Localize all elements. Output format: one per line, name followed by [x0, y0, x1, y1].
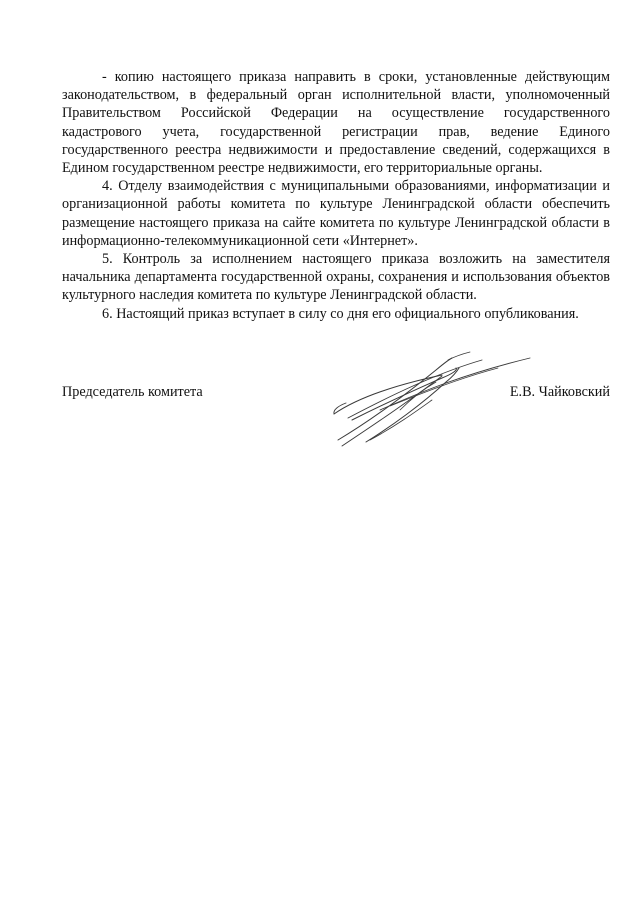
document-body	[62, 68, 610, 323]
paragraph-copy-order: - копию настоящего приказа направить в сроки, установленные действующим законодательством, в федеральный орган исполнительной власти, уполномоченный Правительством Российской Федерации на осуществление государственного кадастрового учета, государственной регистрации прав, ведение Единого государственного реестра недвижимости и предоставление сведений, содержащихся в Едином государственном реестре недвижимости, его территориальные органы.	[62, 69, 610, 177]
signature-block	[62, 383, 610, 403]
paragraph-item-5: 5. Контроль за исполнением настоящего приказа возложить на заместителя начальника департамента государственной охраны, сохранения и использования объектов культурного наследия комитета по культуре Ленинградской области.	[62, 251, 610, 304]
paragraph-item-6: 6. Настоящий приказ вступает в силу со дня его официального опубликования.	[102, 305, 579, 322]
signatory-name: Е.В. Чайковский	[509, 384, 610, 400]
signatory-position: Председатель комитета	[62, 384, 203, 400]
paragraph-item-4: 4. Отделу взаимодействия с муниципальными образованиями, информатизации и организационной работы комитета по культуре Ленинградской области обеспечить размещение настоящего приказа на сайте комитета по культуре Ленинградской области в информационно-телекоммуникационной сети «Интернет».	[62, 178, 610, 249]
